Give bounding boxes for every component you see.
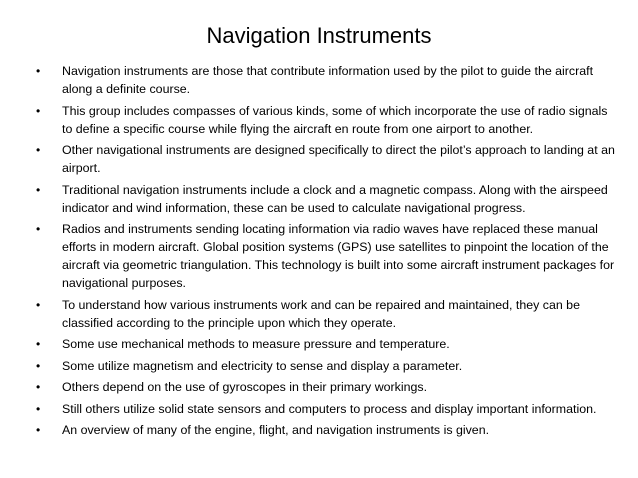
bullet-item bbox=[36, 421, 616, 439]
bullet-item bbox=[36, 181, 616, 217]
bullet-item bbox=[36, 357, 616, 375]
bullet-item bbox=[36, 335, 616, 353]
bullet-text: Still others utilize solid state sensors and computers to process and display important information. bbox=[62, 401, 597, 416]
bullet-text: Traditional navigation instruments include a clock and a magnetic compass. Along with the airspeed indicator and wind information, these can be used to calculate navigational progress. bbox=[62, 182, 608, 215]
bullet-icon: • bbox=[36, 337, 41, 351]
bullet-item bbox=[36, 141, 616, 177]
slide-title: Navigation Instruments bbox=[206, 23, 432, 48]
bullet-icon: • bbox=[36, 222, 41, 236]
bullet-icon: • bbox=[36, 401, 41, 416]
bullet-item bbox=[36, 102, 616, 138]
bullet-icon: • bbox=[36, 380, 41, 394]
bullet-item bbox=[36, 62, 616, 98]
bullet-item bbox=[36, 378, 616, 396]
bullet-text: Navigation instruments are those that contribute information used by the pilot to guide the aircraft along a definite course. bbox=[62, 64, 594, 96]
bullet-icon: • bbox=[36, 143, 41, 157]
bullet-icon: • bbox=[36, 423, 41, 437]
bullet-text: This group includes compasses of various kinds, some of which incorporate the use of radio signals to define a specific course while flying the aircraft en route from one airport to another. bbox=[62, 103, 608, 136]
bullet-icon: • bbox=[36, 358, 41, 373]
bullet-icon: • bbox=[36, 64, 41, 78]
bullet-text: Some use mechanical methods to measure pressure and temperature. bbox=[62, 337, 450, 351]
bullet-list bbox=[36, 62, 616, 443]
bullet-text: An overview of many of the engine, flight, and navigation instruments is given. bbox=[62, 423, 490, 437]
bullet-icon: • bbox=[36, 297, 41, 312]
bullet-item bbox=[36, 400, 616, 418]
bullet-text: Other navigational instruments are designed specifically to direct the pilot’s approach to landing at an airport. bbox=[62, 143, 615, 175]
bullet-text: Some utilize magnetism and electricity to sense and display a parameter. bbox=[62, 358, 463, 373]
bullet-item bbox=[36, 296, 616, 332]
bullet-text: Others depend on the use of gyroscopes in their primary workings. bbox=[62, 380, 428, 394]
bullet-text: Radios and instruments sending locating information via radio waves have replaced these manual efforts in modern aircraft. Global position systems (GPS) use satellites to pinpoint the location of the aircraft via geometric triangulation. This technology is built into some aircraft instrument packages for navigational purposes. bbox=[62, 222, 615, 290]
bullet-item bbox=[36, 220, 616, 292]
bullet-icon: • bbox=[36, 182, 41, 197]
bullet-icon: • bbox=[36, 103, 41, 118]
bullet-text: To understand how various instruments work and can be repaired and maintained, they can be classified according to the principle upon which they operate. bbox=[62, 297, 580, 330]
